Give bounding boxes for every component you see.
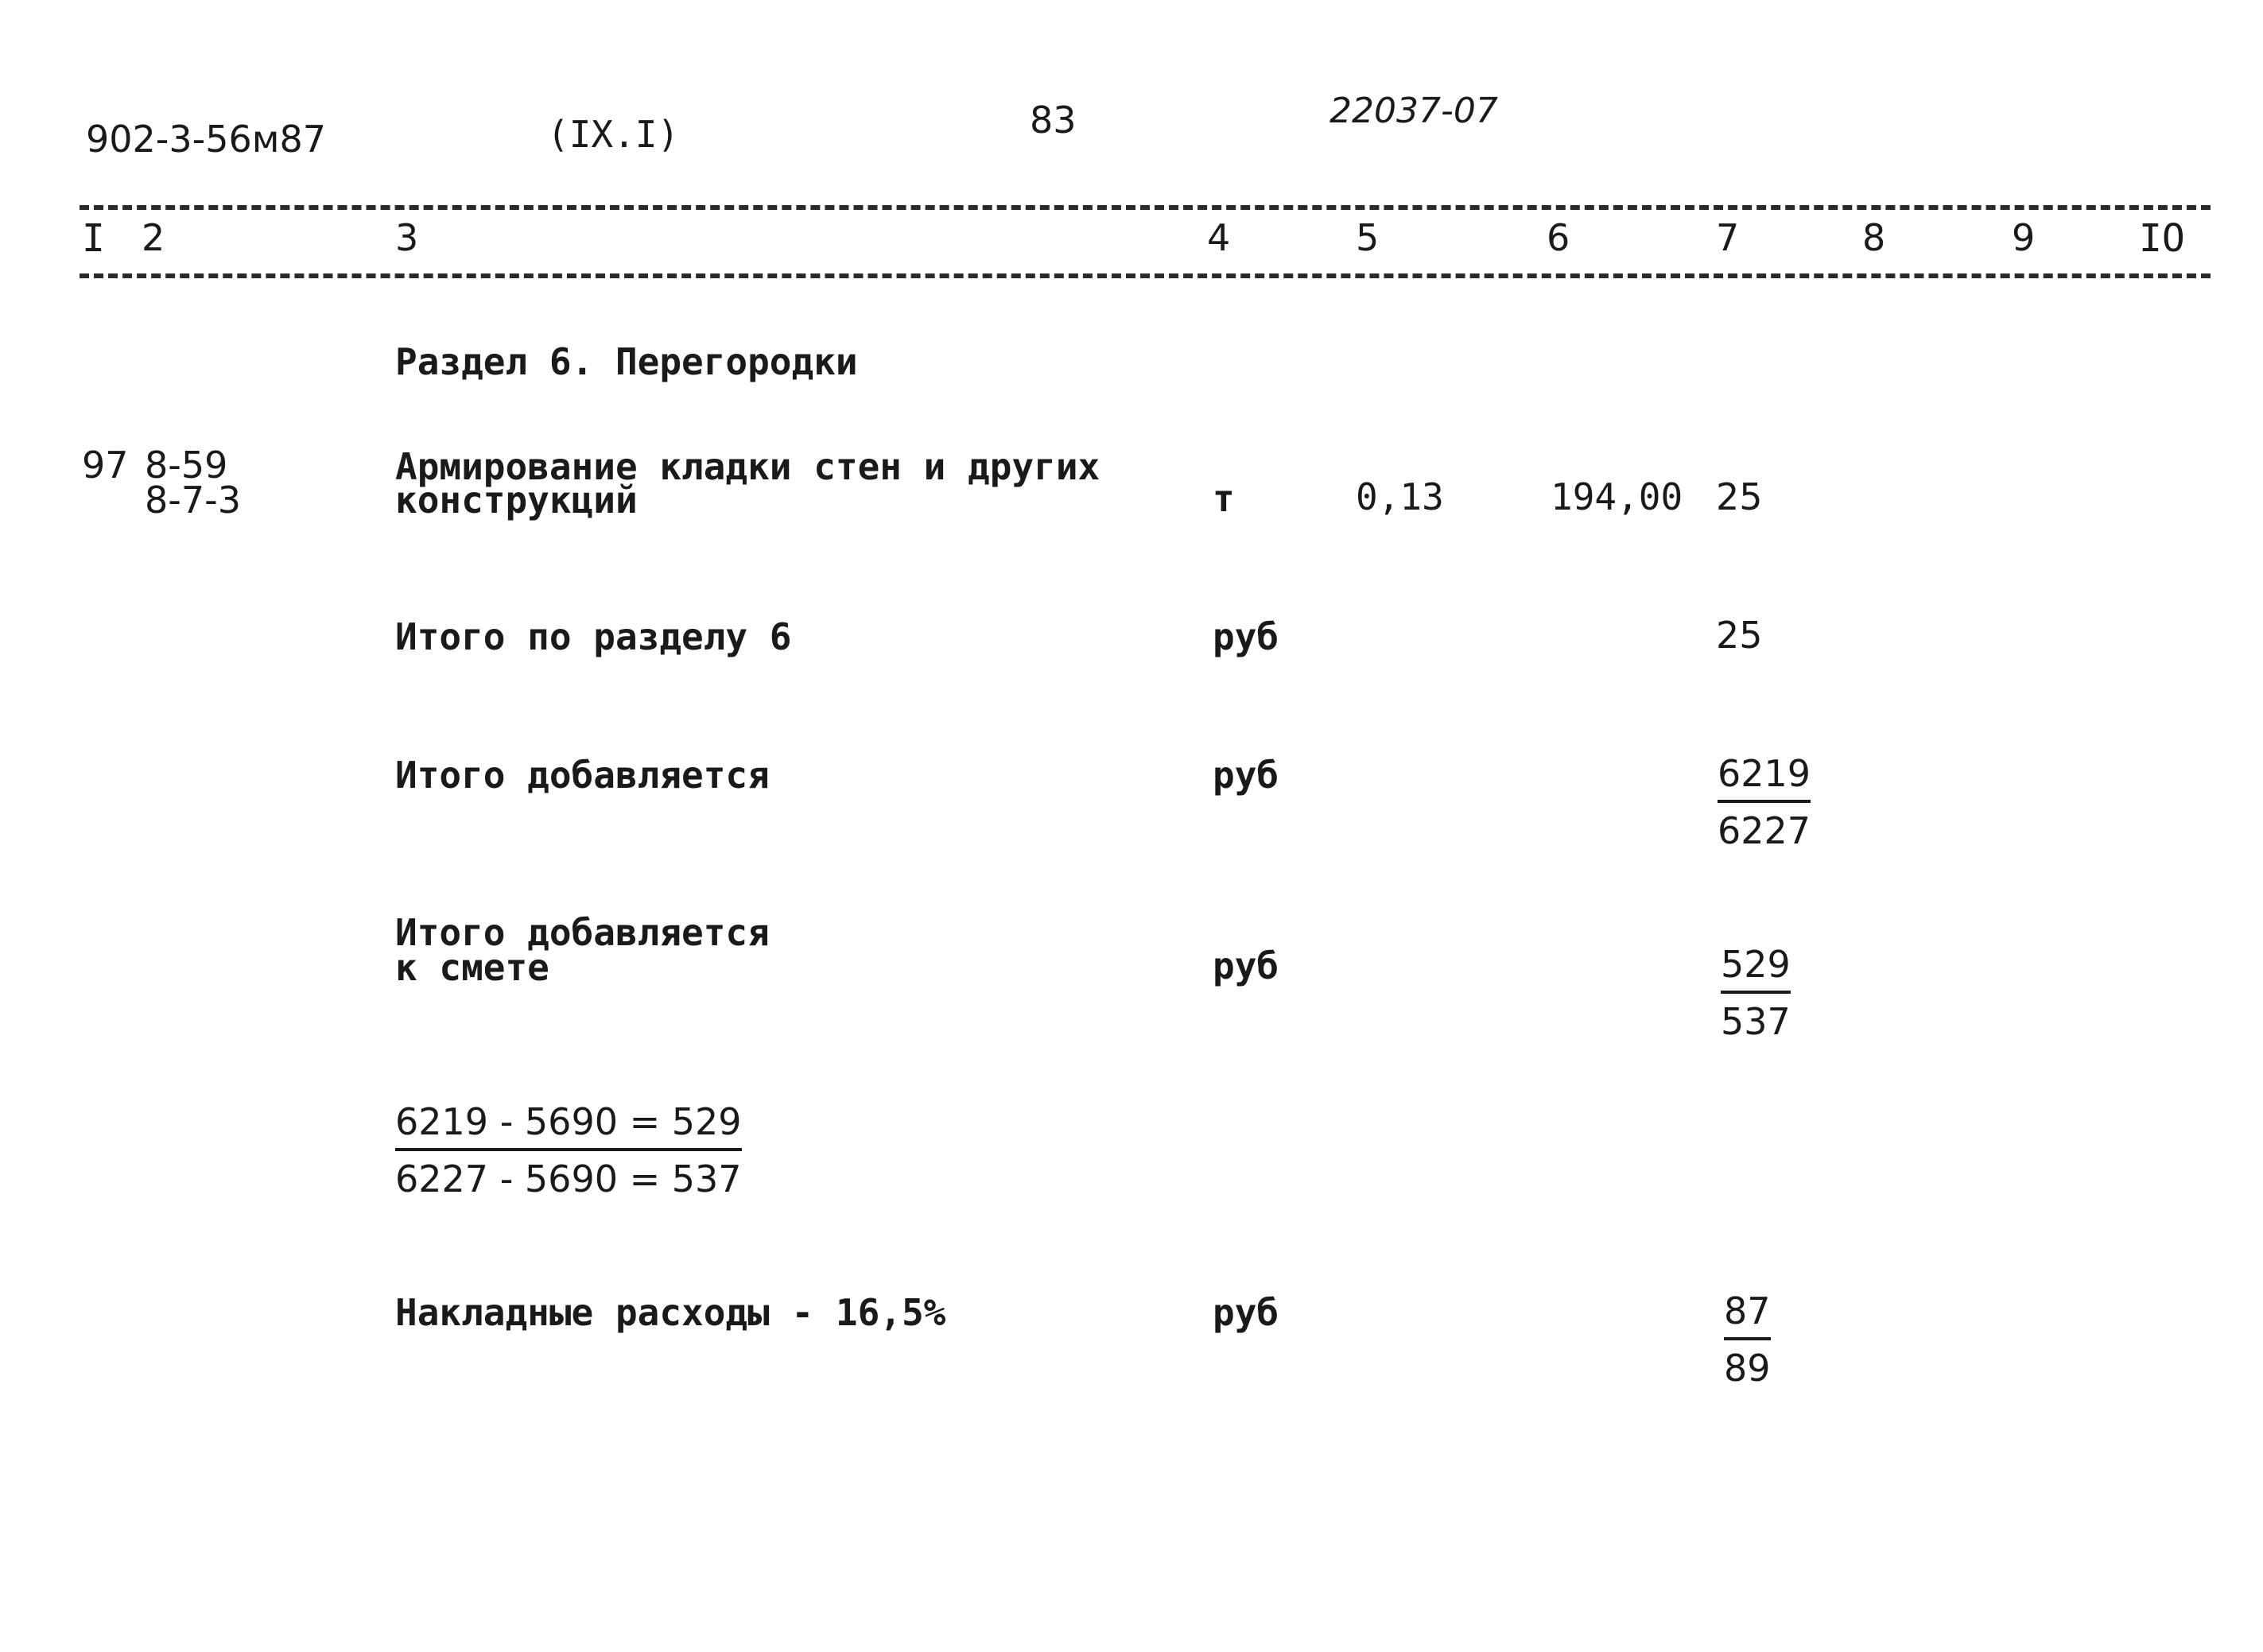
overhead-unit: руб	[1213, 1291, 1279, 1334]
column-header-6: 6	[1547, 216, 1570, 259]
column-header-7: 7	[1716, 216, 1740, 259]
stamp-number: 22037-07	[1329, 91, 1498, 131]
column-header-10: IO	[2139, 216, 2185, 261]
calculation-fraction	[395, 1100, 742, 1200]
section-total-value: 25	[1716, 614, 1763, 657]
section-title: Раздел 6. Перегородки	[395, 340, 858, 383]
calculation-numerator: 6219 - 5690 = 529	[395, 1100, 742, 1151]
total-added-label: Итого добавляется	[395, 754, 770, 797]
section-total-unit: руб	[1213, 615, 1279, 658]
estimate-total-numerator: 529	[1721, 943, 1791, 994]
section-code: (IX.I)	[547, 113, 680, 156]
calculation-denominator: 6227 - 5690 = 537	[395, 1158, 742, 1200]
column-header-2: 2	[142, 216, 165, 259]
column-header-8: 8	[1862, 216, 1886, 259]
section-total-label: Итого по разделу 6	[395, 615, 792, 658]
header-rule-bottom	[80, 273, 2211, 278]
estimate-total-denominator: 537	[1721, 1000, 1791, 1043]
column-header-9: 9	[2012, 216, 2036, 259]
column-header-5: 5	[1356, 216, 1380, 259]
item-name-line-2: конструкций	[395, 479, 638, 522]
page-number: 83	[1030, 99, 1077, 142]
overhead-fraction	[1724, 1289, 1771, 1390]
document-code: 902-3-56м87	[86, 118, 327, 161]
item-total: 25	[1716, 475, 1763, 518]
estimate-total-label-line-1: Итого добавляется	[395, 911, 770, 954]
item-quantity: 0,13	[1356, 475, 1444, 518]
total-added-unit: руб	[1213, 754, 1279, 797]
item-name-line-1: Армирование кладки стен и других	[395, 445, 1100, 488]
row-number: 97	[82, 444, 129, 487]
norm-code-2: 8-7-3	[145, 479, 241, 522]
item-unit: т	[1213, 477, 1235, 520]
column-header-4: 4	[1207, 216, 1231, 259]
column-header-3: 3	[395, 216, 419, 259]
column-header-1: I	[82, 216, 105, 261]
total-added-fraction	[1718, 752, 1811, 852]
item-price: 194,00	[1551, 475, 1683, 518]
total-added-numerator: 6219	[1718, 752, 1811, 803]
norm-code-1: 8-59	[145, 444, 228, 487]
estimate-total-fraction	[1721, 943, 1791, 1043]
header-rule-top	[80, 205, 2211, 210]
overhead-denominator: 89	[1724, 1347, 1771, 1390]
overhead-numerator: 87	[1724, 1289, 1771, 1340]
estimate-total-label-line-2: к смете	[395, 946, 549, 989]
overhead-label: Накладные расходы - 16,5%	[395, 1291, 946, 1334]
estimate-total-unit: руб	[1213, 944, 1279, 987]
total-added-denominator: 6227	[1718, 809, 1811, 852]
